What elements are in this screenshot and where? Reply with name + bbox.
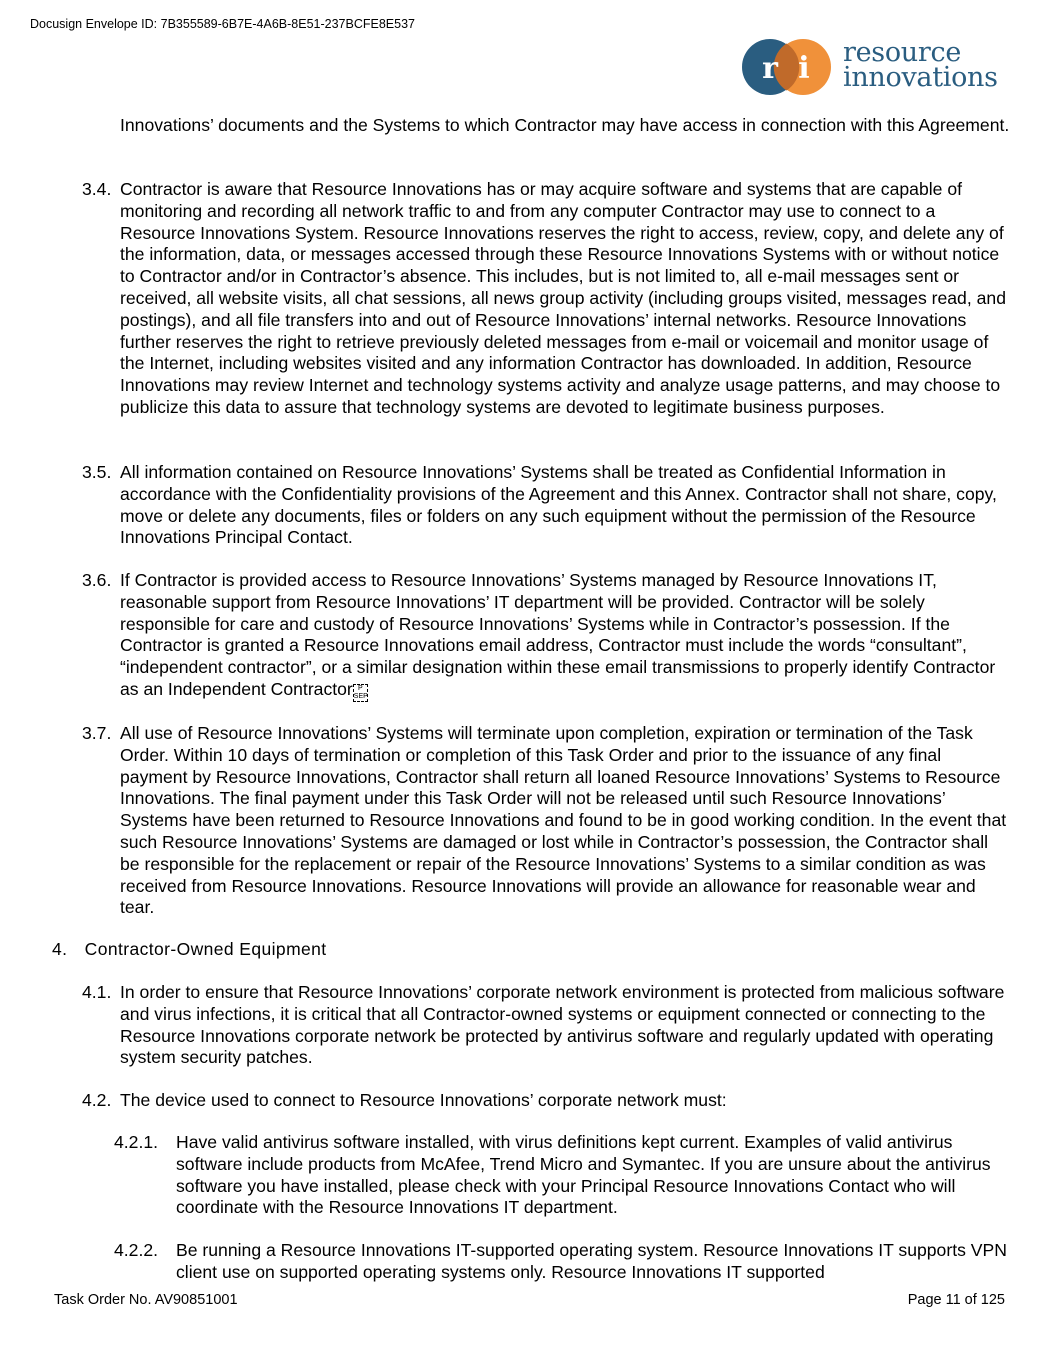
envelope-id: Docusign Envelope ID: 7B355589-6B7E-4A6B-8E51-237BCFE8E537 bbox=[30, 17, 415, 31]
logo-letter-r: r bbox=[762, 51, 778, 86]
section-4-heading bbox=[52, 939, 327, 961]
logo-wordmark bbox=[843, 37, 998, 93]
section-3-7-text: All use of Resource Innovations’ Systems will terminate upon completion, expiration or termination of the Task Order. Within 10 days of termination or completion of this Task Order and prior to the issuance of any final payment by Resource Innovations, Contractor shall return all loaned Resource Innovations’ Systems to Resource Innovations. The final payment under this Task Order will not be released until such Resource Innovations’ Systems have been returned to Resource Innovations and found to be in good working condition. In the event that such Resource Innovations’ Systems are damaged or lost while in Contractor’s possession, the Contractor shall be responsible for the replacement or repair of the Resource Innovations’ Systems to a similar condition as was received from Resource Innovations. Resource Innovations will provide an allowance for reasonable wear and tear. bbox=[120, 723, 1007, 918]
section-4-2-1-text: Have valid antivirus software installed, with virus definitions kept current. Examples of valid antivirus software include products from McAfee, Trend Micro and Symantec. If you are unsure about the antivirus software you have installed, please check with your Principal Resource Innovations Contact who will coordinate with the Resource Innovations IT department. bbox=[176, 1132, 991, 1218]
logo-line-1: resource bbox=[843, 37, 961, 68]
section-3-6-number: 3.6. bbox=[82, 570, 112, 590]
section-3-6-paragraph bbox=[120, 570, 1012, 702]
section-4-2-2-text: Be running a Resource Innovations IT-supported operating system. Resource Innovations IT supports VPN client use on supported operating systems only. Resource Innovations IT supported bbox=[176, 1240, 1007, 1282]
logo-mark-icon bbox=[740, 38, 840, 98]
logo-line-2: innovations bbox=[843, 62, 998, 93]
section-3-4-number: 3.4. bbox=[82, 179, 112, 199]
section-4-1-number: 4.1. bbox=[82, 982, 112, 1002]
section-3-4-text: Contractor is aware that Resource Innovations has or may acquire software and systems that are capable of monitoring and recording all network traffic to and from any computer Contractor may use to connect to a Resource Innovations System. Resource Innovations reserves the right to access, review, copy, and delete any of the information, data, or messages accessed through these Resource Innovations Systems with or without notice to Contractor and/or in Contractor’s absence. This includes, but is not limited to, all e-mail messages sent or received, all website visits, all chat sessions, all news group activity (including groups visited, messages read, and postings), and all file transfers into and out of Resource Innovations’ internal networks. Resource Innovations further reserves the right to retrieve previously deleted messages from e-mail or voicemail and monitor usage of the Internet, including websites visited and any information Contractor has downloaded. In addition, Resource Innovations may review Internet and technology systems activity and analyze usage patterns, and may choose to publicize this data to assure that technology systems are devoted to legitimate business purposes. bbox=[120, 179, 1006, 417]
section-3-7-number: 3.7. bbox=[82, 723, 112, 743]
company-logo bbox=[740, 38, 1015, 98]
logo-letter-i: i bbox=[798, 51, 810, 86]
section-4-title: Contractor-Owned Equipment bbox=[84, 939, 327, 959]
footer-page-number: Page 11 of 125 bbox=[907, 1292, 1005, 1308]
section-4-2-number: 4.2. bbox=[82, 1090, 112, 1110]
section-4-1-text: In order to ensure that Resource Innovations’ corporate network environment is protected from malicious software and virus infections, it is critical that all Contractor-owned systems or equipment connected or connecting to the Resource Innovations corporate network be protected by antivirus software and regularly updated with operating system security patches. bbox=[120, 982, 1005, 1068]
section-4-number: 4. bbox=[52, 939, 68, 959]
footer-task-order: Task Order No. AV90851001 bbox=[54, 1292, 238, 1308]
section-3-5-text: All information contained on Resource Innovations’ Systems shall be treated as Confidential Information in accordance with the Confidentiality provisions of the Agreement and this Annex. Contractor shall not share, copy, move or delete any documents, files or folders on any such equipment without the permission of the Resource Innovations Principal Contact. bbox=[120, 462, 997, 548]
separator-glyph-icon: P SEP bbox=[353, 684, 368, 700]
section-4-2-text: The device used to connect to Resource Innovations’ corporate network must: bbox=[120, 1090, 727, 1110]
section-3-6-text: If Contractor is provided access to Resource Innovations’ Systems managed by Resource Innovations IT, reasonable support from Resource Innovations’ IT department will be provided. Contractor will be solely responsible for care and custody of Resource Innovations’ Systems while in Contractor’s possession. If the Contractor is granted a Resource Innovations email address, Contractor must include the words “consultant”, “independent contractor”, or a similar designation within these email transmissions to properly identify Contractor as an Independent Contractor bbox=[120, 570, 996, 699]
section-3-3-continuation: Innovations’ documents and the Systems to which Contractor may have access in connection with this Agreement. bbox=[120, 115, 1010, 135]
section-4-2-2-number: 4.2.2. bbox=[114, 1240, 159, 1260]
section-4-2-1-number: 4.2.1. bbox=[114, 1132, 159, 1152]
section-3-5-number: 3.5. bbox=[82, 462, 112, 482]
